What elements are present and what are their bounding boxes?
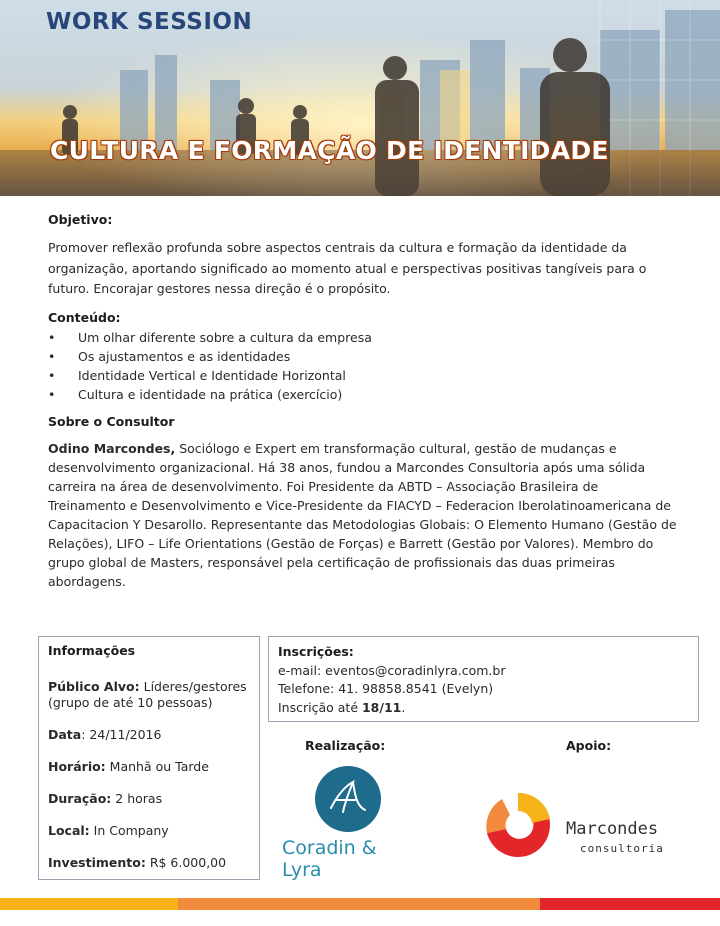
info-value: R$ 6.000,00 <box>145 855 227 870</box>
consultor-name: Odino Marcondes, <box>48 440 176 456</box>
marcondes-subtitle: consultoria <box>580 842 664 855</box>
list-item: • Os ajustamentos e as identidades <box>48 347 678 366</box>
info-label: Horário: <box>48 759 106 774</box>
consultor-bio-text: Sociólogo e Expert em transformação cultural, gestão de mudanças e desenvolvimento organizacional. Há 38 anos, fundou a Marcondes Consultoria após uma sólida carreira na área de desenvolvimento. Foi Presidente da ABTD – Associação Brasileira de Treinamento e Desenvolvimento e Vice-Presidente da FIACYD – Federacion Iberolatinoamericana de Capacitacion Y Desarollo. Representante das Metodologias Globais: O Elemento Humano (Gestão de Relações), LIFO – Life Orientations (Gestão de Forças) e Barrett (Gestão por Valores). Membro do grupo global de Masters, responsável pela certificação de profissionais das duas primeiras abordagens. <box>48 440 677 589</box>
deadline-date: 18/11 <box>361 699 402 715</box>
info-row-data <box>48 727 250 743</box>
info-value: 2 horas <box>111 791 163 806</box>
marcondes-swirl-logo-icon <box>482 789 554 861</box>
realizacao-label: Realização: <box>305 738 386 753</box>
info-label: Local: <box>48 823 90 838</box>
info-row-duracao <box>48 791 250 807</box>
deadline-suffix: . <box>401 699 406 715</box>
info-row-investimento <box>48 855 250 871</box>
coradin-lyra-wordmark: Coradin & Lyra <box>282 837 377 881</box>
objetivo-section <box>48 210 678 300</box>
informacoes-heading: Informações <box>48 643 136 658</box>
info-row-local <box>48 823 250 839</box>
inscricoes-heading: Inscrições: <box>278 644 354 659</box>
consultor-heading: Sobre o Consultor <box>48 413 175 429</box>
consultor-section <box>48 412 678 591</box>
info-value: In Company <box>89 823 169 838</box>
footer-color-stripe <box>0 898 720 910</box>
info-label: Data <box>48 727 82 742</box>
informacoes-box <box>38 636 260 880</box>
inscricoes-email[interactable]: e-mail: eventos@coradinlyra.com.br <box>278 662 506 678</box>
marcondes-logo <box>482 788 682 863</box>
stripe-yellow <box>0 898 178 910</box>
info-label: Duração: <box>48 791 112 806</box>
apoio-label: Apoio: <box>566 738 612 753</box>
list-item: • Cultura e identidade na prática (exercício) <box>48 385 678 404</box>
main-content <box>48 210 678 599</box>
header-banner <box>0 0 720 196</box>
conteudo-heading: Conteúdo: <box>48 309 121 325</box>
marcondes-wordmark: Marcondes <box>566 819 659 839</box>
info-label: Público Alvo: <box>48 679 140 694</box>
coradin-lyra-logo-icon <box>315 766 381 832</box>
list-item: • Um olhar diferente sobre a cultura da empresa <box>48 328 678 347</box>
deadline-prefix: Inscrição até <box>278 699 362 715</box>
stripe-red <box>540 898 720 910</box>
conteudo-list <box>48 328 678 404</box>
info-value: Líderes/gestores (grupo de até 10 pessoas) <box>48 679 247 710</box>
list-item: • Identidade Vertical e Identidade Horizontal <box>48 366 678 385</box>
info-value: Manhã ou Tarde <box>105 759 209 774</box>
info-value: : 24/11/2016 <box>81 727 162 742</box>
consultor-bio <box>48 439 678 591</box>
stripe-orange <box>178 898 540 910</box>
conteudo-section <box>48 308 678 404</box>
coradin-lyra-logo <box>280 763 420 881</box>
kicker-title: WORK SESSION <box>46 9 253 35</box>
info-row-publico <box>48 679 250 711</box>
info-row-horario <box>48 759 250 775</box>
info-label: Investimento: <box>48 855 146 870</box>
page-title: CULTURA E FORMAÇÃO DE IDENTIDADE <box>50 136 609 165</box>
inscricoes-phone[interactable]: Telefone: 41. 98858.8541 (Evelyn) <box>278 681 494 696</box>
inscricoes-box <box>268 636 699 722</box>
objetivo-heading: Objetivo: <box>48 212 113 227</box>
inscricoes-deadline <box>278 699 689 718</box>
objetivo-text: Promover reflexão profunda sobre aspectos centrais da cultura e formação da identidade da organização, aportando significado ao momento atual e perspectivas positivas tangíveis para o futuro. Encorajar gestores nessa direção é o propósito. <box>48 240 647 296</box>
